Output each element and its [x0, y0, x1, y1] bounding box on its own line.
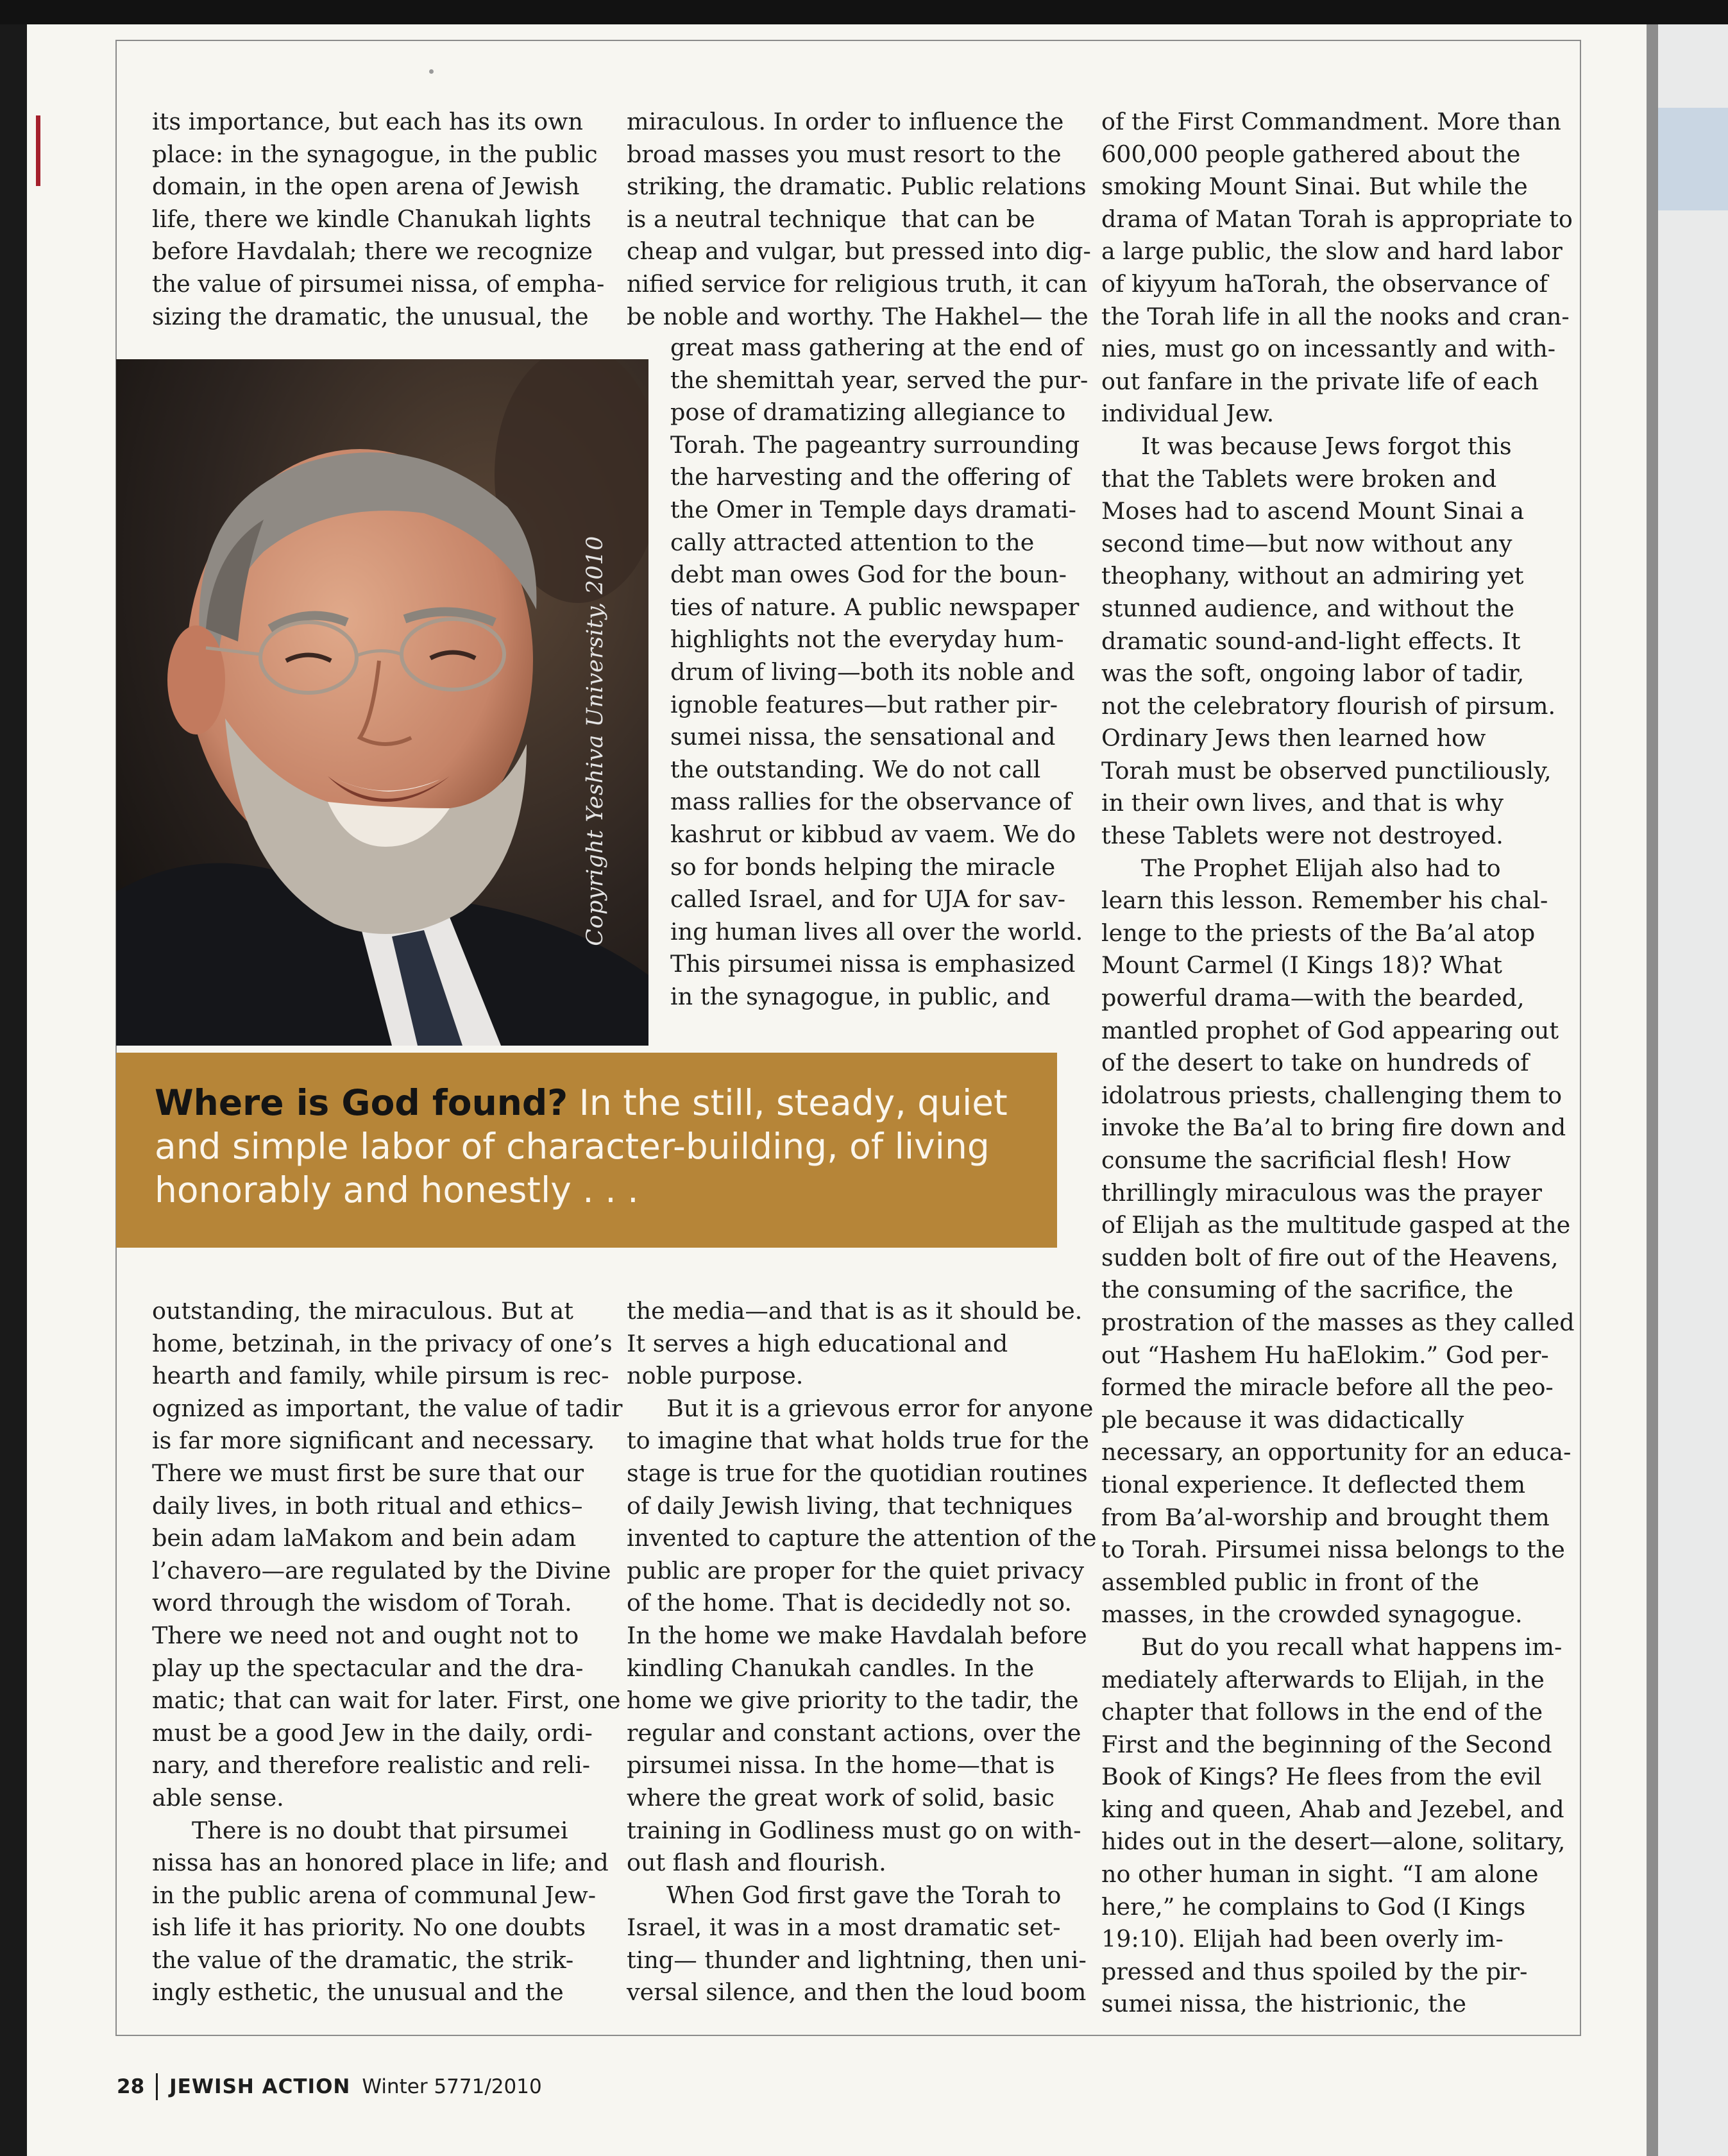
text-line: not the celebratory flourish of pirsum.: [1101, 692, 1556, 720]
text-line: the Torah life in all the nooks and cran-: [1101, 302, 1570, 330]
text-line: of the First Commandment. More than: [1101, 108, 1561, 135]
text-line: great mass gathering at the end of: [670, 334, 1083, 361]
text-line: stage is true for the quotidian routines: [627, 1459, 1088, 1487]
text-line: hearth and family, while pirsum is rec-: [152, 1362, 609, 1390]
text-line: be noble and worthy. The Hakhel— the: [627, 302, 1088, 330]
text-line: masses, in the crowded synagogue.: [1101, 1600, 1523, 1629]
pull-quote: [116, 1053, 1057, 1248]
text-line: noble purpose.: [627, 1362, 804, 1390]
pull-quote-lead: Where is God found?: [155, 1082, 568, 1123]
text-line: Moses had to ascend Mount Sinai a: [1101, 497, 1525, 525]
text-line: is far more significant and necessary.: [152, 1427, 595, 1455]
text-line: here,” he complains to God (I Kings: [1101, 1892, 1526, 1921]
text-line: broad masses you must resort to the: [627, 140, 1062, 168]
text-line: nary, and therefore realistic and reli-: [152, 1751, 591, 1779]
page-number: 28: [117, 2075, 145, 2098]
text-line: that the Tablets were broken and: [1101, 464, 1497, 493]
text-line: prostration of the masses as they called: [1101, 1308, 1575, 1336]
page-footer: [117, 2073, 542, 2100]
text-line: learn this lesson. Remember his chal-: [1101, 887, 1548, 915]
text-line: the outstanding. We do not call: [670, 755, 1041, 783]
text-line: out flash and flourish.: [627, 1849, 886, 1877]
text-line: of the desert to take on hundreds of: [1101, 1049, 1529, 1077]
text-line: mediately afterwards to Elijah, in the: [1101, 1665, 1545, 1693]
text-line: sumei nissa, the sensational and: [670, 723, 1056, 751]
text-line: There we must first be sure that our: [152, 1459, 584, 1487]
text-line: the value of pirsumei nissa, of empha-: [152, 269, 605, 298]
text-line: assembled public in front of the: [1101, 1568, 1480, 1596]
text-line: in their own lives, and that is why: [1101, 789, 1504, 817]
pull-quote-line-3: honorably and honestly . . .: [155, 1169, 639, 1210]
text-line: the value of the dramatic, the strik-: [152, 1946, 574, 1974]
text-line: king and queen, Ahab and Jezebel, and: [1101, 1795, 1564, 1823]
text-line: sizing the dramatic, the unusual, the: [152, 302, 589, 330]
facing-page-edge: [1647, 24, 1728, 2156]
text-line: invoke the Ba’al to bring fire down and: [1101, 1114, 1566, 1142]
text-line: But it is a grievous error for anyone: [666, 1394, 1094, 1422]
text-line: tional experience. It deflected them: [1101, 1470, 1526, 1498]
column-2-bottom-text: [627, 1295, 1097, 2009]
text-line: The Prophet Elijah also had to: [1141, 854, 1501, 882]
text-line: of daily Jewish living, that techniques: [627, 1491, 1073, 1520]
text-line: First and the beginning of the Second: [1101, 1730, 1552, 1758]
text-line: striking, the dramatic. Public relations: [627, 173, 1087, 201]
text-line: called Israel, and for UJA for sav-: [670, 885, 1066, 913]
text-line: home, betzinah, in the privacy of one’s: [152, 1329, 613, 1357]
text-line: When God first gave the Torah to: [666, 1881, 1062, 1909]
text-line: before Havdalah; there we recognize: [152, 237, 593, 266]
text-line: domain, in the open arena of Jewish: [152, 173, 580, 201]
text-line: a large public, the slow and hard labor: [1101, 237, 1563, 266]
text-line: pressed and thus spoiled by the pir-: [1101, 1957, 1528, 1985]
text-line: ish life it has priority. No one doubts: [152, 1914, 586, 1942]
text-line: cheap and vulgar, but pressed into dig-: [627, 237, 1091, 266]
text-line: its importance, but each has its own: [152, 108, 583, 135]
text-line: matic; that can wait for later. First, one: [152, 1686, 621, 1715]
text-line: Book of Kings? He flees from the evil: [1101, 1763, 1542, 1791]
column-3-text: [1101, 106, 1575, 2021]
text-line: thrillingly miraculous was the prayer: [1101, 1178, 1542, 1207]
text-line: debt man owes God for the boun-: [670, 561, 1067, 589]
text-line: home we give priority to the tadir, the: [627, 1686, 1079, 1715]
text-line: theophany, without an admiring yet: [1101, 562, 1524, 590]
text-line: public are proper for the quiet privacy: [627, 1556, 1085, 1584]
text-line: stunned audience, and without the: [1101, 594, 1515, 622]
text-line: ignoble features—but rather pir-: [670, 690, 1058, 718]
text-line: drum of living—both its noble and: [670, 658, 1075, 686]
portrait-photo: [116, 359, 648, 1046]
text-line: of the home. That is decidedly not so.: [627, 1589, 1072, 1617]
photo-credit: Copyright Yeshiva University, 2010: [582, 536, 608, 946]
text-line: training in Godliness must go on with-: [627, 1816, 1081, 1844]
text-line: nissa has an honored place in life; and: [152, 1849, 609, 1877]
column-1-top-text: [152, 106, 604, 333]
text-line: ting— thunder and lightning, then uni-: [627, 1946, 1087, 1974]
text-line: was the soft, ongoing labor of tadir,: [1101, 659, 1525, 688]
print-speck: [429, 69, 434, 74]
text-line: the consuming of the sacrifice, the: [1101, 1276, 1514, 1304]
text-line: pose of dramatizing allegiance to: [670, 398, 1066, 427]
text-line: lenge to the priests of the Ba’al atop: [1101, 919, 1536, 947]
text-line: dramatic sound-and-light effects. It: [1101, 627, 1521, 655]
text-line: these Tablets were not destroyed.: [1101, 822, 1504, 850]
text-line: the shemittah year, served the pur-: [670, 366, 1088, 394]
text-line: the media—and that is as it should be.: [627, 1297, 1083, 1325]
text-line: ple because it was didactically: [1101, 1405, 1464, 1434]
text-line: 600,000 people gathered about the: [1101, 140, 1521, 168]
text-line: consume the sacrificial flesh! How: [1101, 1146, 1511, 1174]
text-line: from Ba’al-worship and brought them: [1101, 1503, 1550, 1531]
text-line: life, there we kindle Chanukah lights: [152, 205, 591, 233]
text-line: second time—but now without any: [1101, 529, 1512, 557]
text-line: idolatrous priests, challenging them to: [1101, 1081, 1563, 1109]
text-line: to Torah. Pirsumei nissa belongs to the: [1101, 1536, 1565, 1564]
text-line: the Omer in Temple days dramati-: [670, 495, 1077, 523]
text-line: out “Hashem Hu haElokim.” God per-: [1101, 1341, 1549, 1369]
text-line: ties of nature. A public newspaper: [670, 593, 1080, 621]
text-line: necessary, an opportunity for an educa-: [1101, 1438, 1571, 1466]
text-line: l’chavero—are regulated by the Divine: [152, 1556, 611, 1584]
text-line: kindling Chanukah candles. In the: [627, 1654, 1035, 1682]
text-line: mass rallies for the observance of: [670, 788, 1072, 816]
pull-quote-line-2: and simple labor of character-building, of living: [155, 1126, 990, 1167]
text-line: of Elijah as the multitude gasped at the: [1101, 1211, 1571, 1239]
text-line: in the public arena of communal Jew-: [152, 1881, 597, 1909]
text-line: kashrut or kibbud av vaem. We do: [670, 820, 1076, 848]
text-line: ognized as important, the value of tadir: [152, 1394, 623, 1422]
text-line: hides out in the desert—alone, solitary,: [1101, 1828, 1566, 1856]
text-line: 19:10). Elijah had been overly im-: [1101, 1925, 1504, 1953]
text-line: outstanding, the miraculous. But at: [152, 1297, 573, 1325]
text-line: cally attracted attention to the: [670, 528, 1035, 556]
text-line: powerful drama—with the bearded,: [1101, 984, 1525, 1012]
text-line: Ordinary Jews then learned how: [1101, 724, 1486, 752]
text-line: regular and constant actions, over the: [627, 1719, 1081, 1747]
text-line: must be a good Jew in the daily, ordi-: [152, 1719, 593, 1747]
text-line: ing human lives all over the world.: [670, 917, 1083, 946]
magazine-name: JEWISH ACTION: [169, 2075, 351, 2098]
text-line: of kiyyum haTorah, the observance of: [1101, 269, 1548, 298]
text-line: Mount Carmel (I Kings 18)? What: [1101, 951, 1502, 980]
text-line: place: in the synagogue, in the public: [152, 140, 598, 168]
text-line: sudden bolt of fire out of the Heavens,: [1101, 1243, 1559, 1271]
text-line: mantled prophet of God appearing out: [1101, 1016, 1559, 1044]
text-line: is a neutral technique that can be: [627, 205, 1035, 233]
text-line: no other human in sight. “I am alone: [1101, 1860, 1539, 1889]
text-line: sumei nissa, the histrionic, the: [1101, 1990, 1466, 2018]
text-line: smoking Mount Sinai. But while the: [1101, 173, 1528, 201]
text-line: But do you recall what happens im-: [1141, 1633, 1563, 1661]
text-line: so for bonds helping the miracle: [670, 853, 1056, 881]
text-line: Torah. The pageantry surrounding: [670, 430, 1080, 459]
text-line: word through the wisdom of Torah.: [152, 1589, 572, 1617]
text-line: highlights not the everyday hum-: [670, 625, 1064, 654]
text-line: pirsumei nissa. In the home—that is: [627, 1751, 1055, 1779]
text-line: individual Jew.: [1101, 400, 1275, 428]
text-line: where the great work of solid, basic: [627, 1783, 1055, 1812]
text-line: ingly esthetic, the unusual and the: [152, 1978, 564, 2007]
text-line: There we need not and ought not to: [152, 1621, 579, 1649]
text-line: in the synagogue, in public, and: [670, 982, 1051, 1010]
column-1-bottom-text: [152, 1295, 622, 2009]
text-line: It serves a high educational and: [627, 1329, 1008, 1357]
text-line: There is no doubt that pirsumei: [192, 1816, 568, 1844]
text-line: It was because Jews forgot this: [1141, 432, 1512, 460]
text-line: Israel, it was in a most dramatic set-: [627, 1914, 1061, 1942]
text-line: bein adam laMakom and bein adam: [152, 1524, 577, 1552]
text-line: nies, must go on incessantly and with-: [1101, 335, 1556, 363]
text-line: the harvesting and the offering of: [670, 463, 1071, 491]
issue-date: Winter 5771/2010: [362, 2075, 542, 2098]
text-line: chapter that follows in the end of the: [1101, 1698, 1543, 1726]
text-line: miraculous. In order to influence the: [627, 108, 1064, 135]
text-line: This pirsumei nissa is emphasized: [670, 950, 1076, 978]
text-line: Torah must be observed punctiliously,: [1101, 756, 1552, 785]
text-line: out fanfare in the private life of each: [1101, 367, 1539, 395]
text-line: play up the spectacular and the dra-: [152, 1654, 584, 1682]
text-line: invented to capture the attention of the: [627, 1524, 1097, 1552]
page-tab-marker: [36, 115, 40, 186]
column-2-text-beside-photo: [670, 332, 1088, 1013]
text-line: daily lives, in both ritual and ethics–: [152, 1491, 583, 1520]
text-line: In the home we make Havdalah before: [627, 1621, 1087, 1649]
column-2-top-text: [627, 106, 1091, 333]
text-line: formed the miracle before all the peo-: [1101, 1373, 1554, 1402]
text-line: drama of Matan Torah is appropriate to: [1101, 205, 1573, 233]
text-line: nified service for religious truth, it can: [627, 269, 1088, 298]
text-line: versal silence, and then the loud boom: [627, 1978, 1087, 2007]
footer-divider: [156, 2073, 158, 2100]
text-line: able sense.: [152, 1783, 284, 1812]
text-line: to imagine that what holds true for the: [627, 1427, 1090, 1455]
scan-background-edge: [0, 0, 1728, 24]
pull-quote-line-1: In the still, steady, quiet: [568, 1082, 1008, 1123]
